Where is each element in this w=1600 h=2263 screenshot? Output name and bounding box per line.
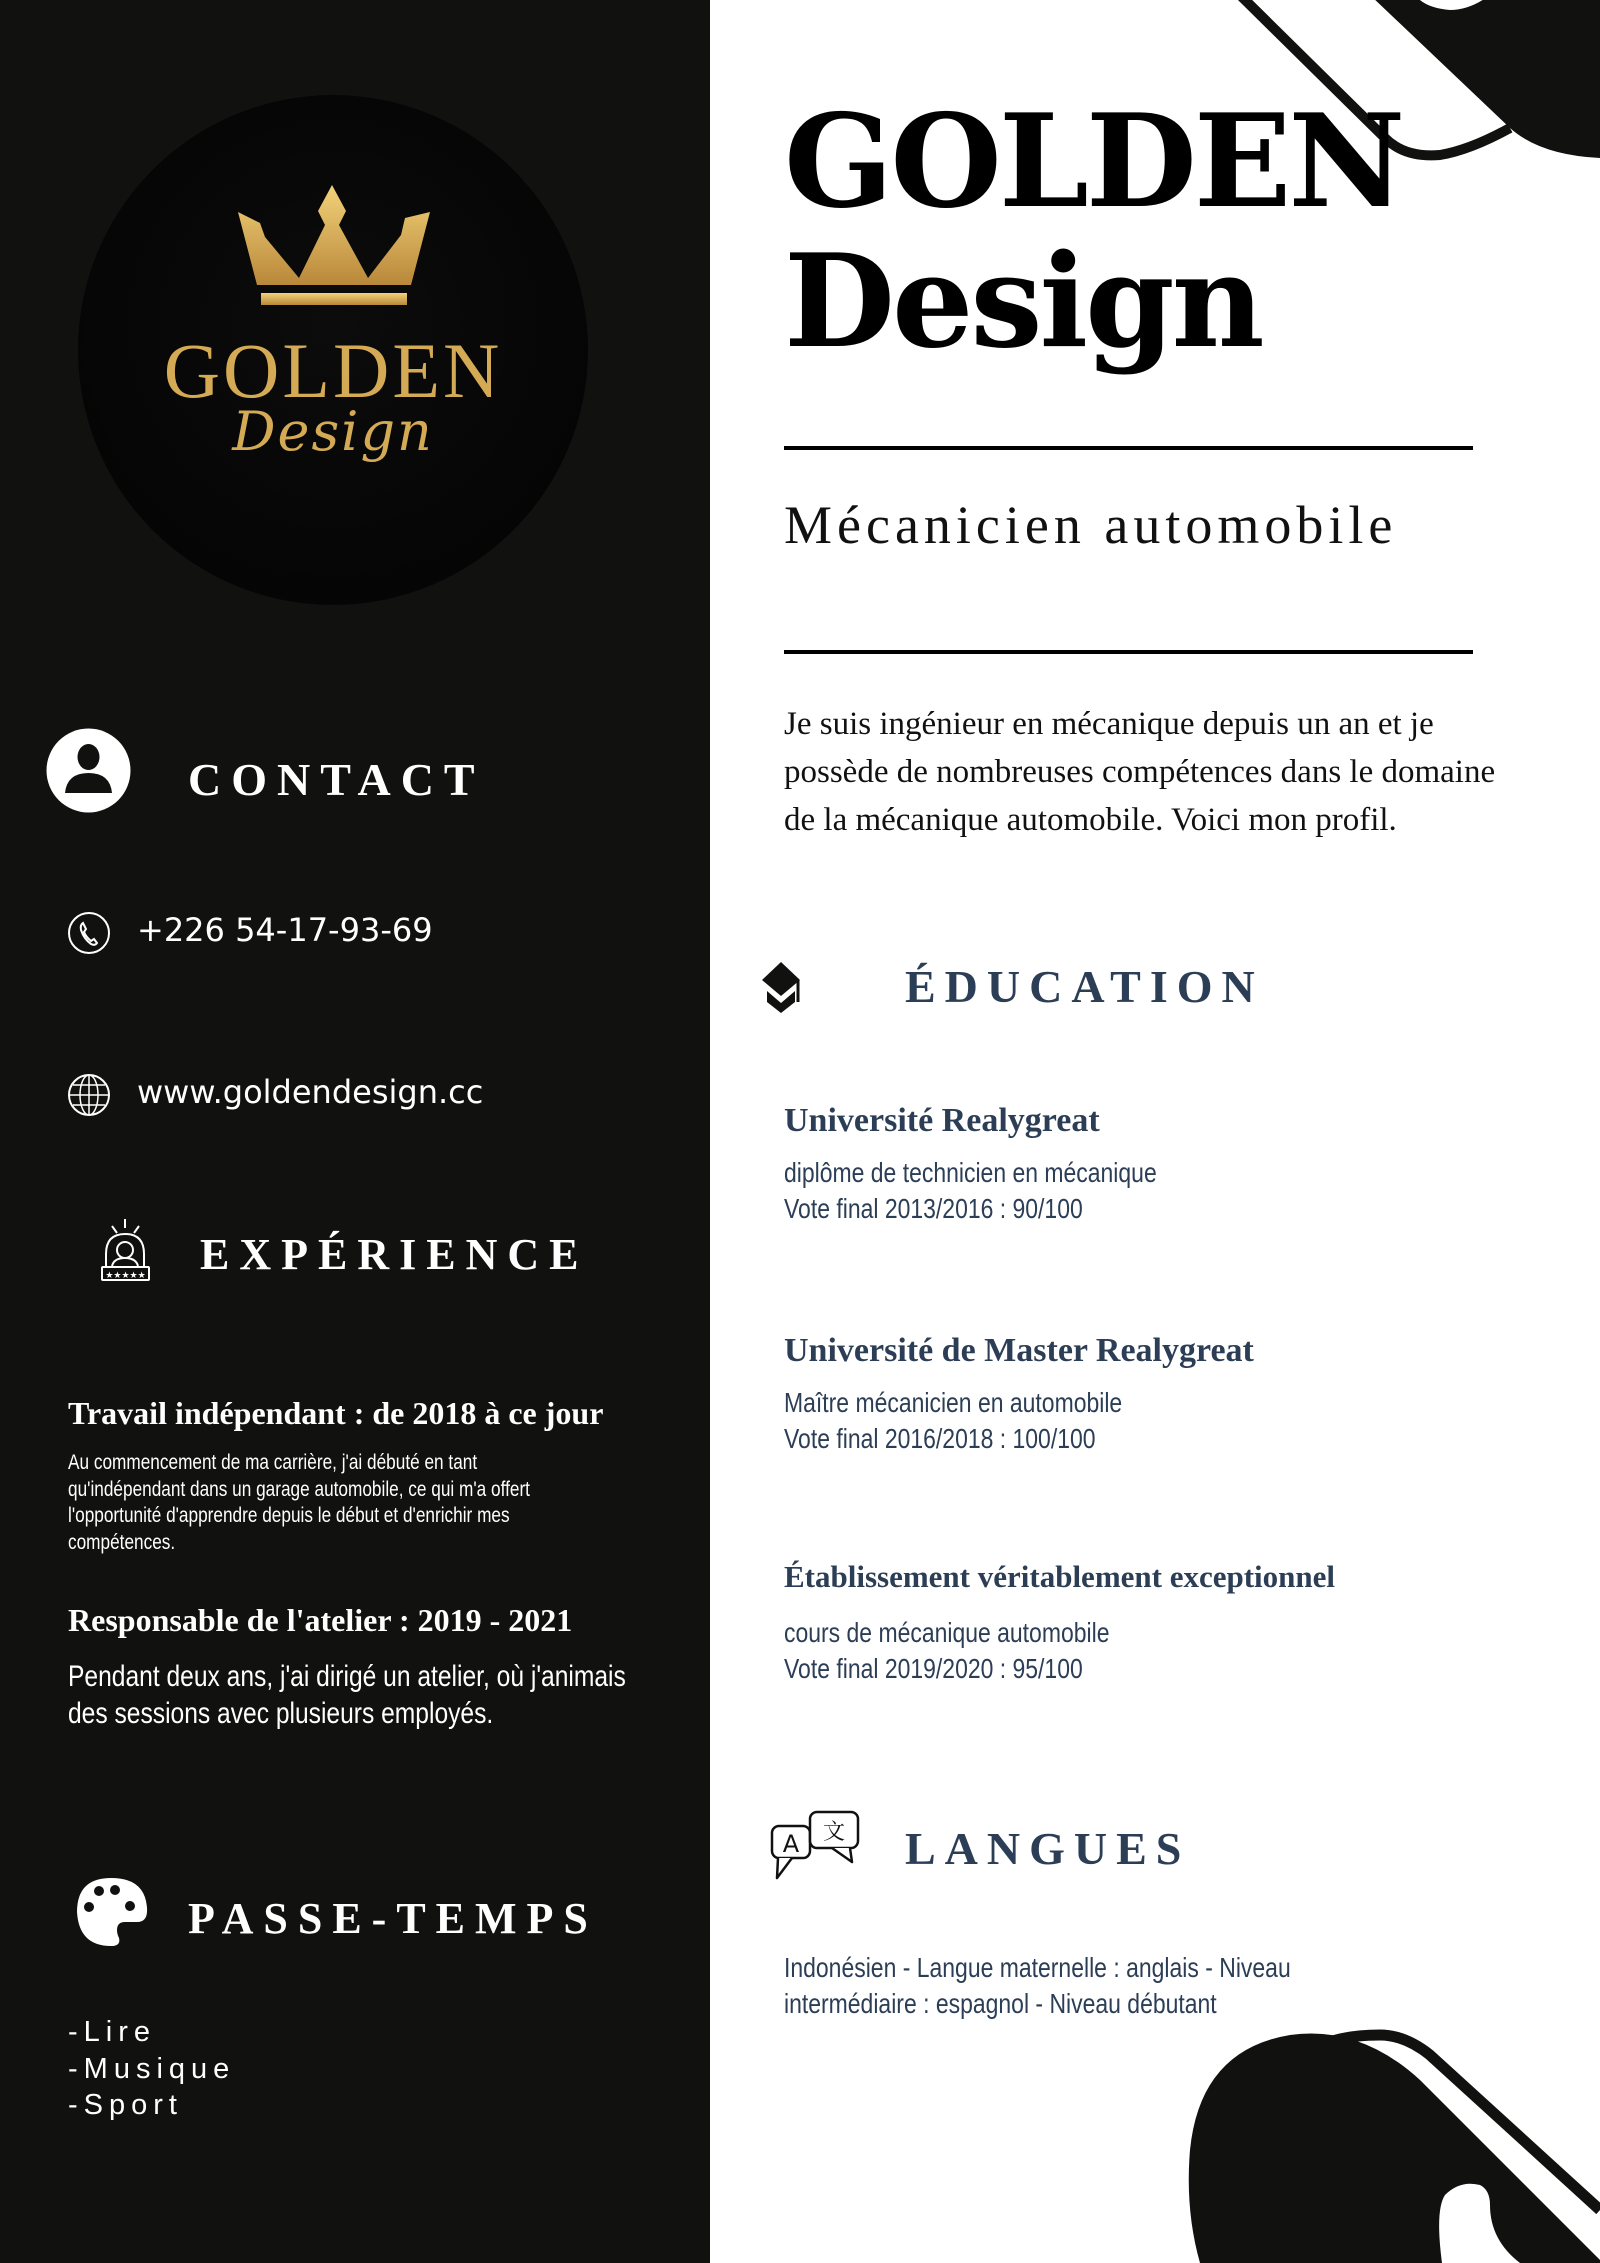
worker-rating-icon <box>100 1218 152 1283</box>
profile-line: Je suis ingénieur en mécanique depuis un an et je <box>784 706 1434 742</box>
education-school: Université Realygreat <box>784 1102 1100 1139</box>
job-subtitle: Mécanicien automobile <box>784 495 1398 555</box>
languages-line: intermédiaire : espagnol - Niveau débutant <box>784 1988 1217 2019</box>
education-school: Université de Master Realygreat <box>784 1332 1254 1369</box>
job-description-line: compétences. <box>68 1530 176 1554</box>
globe-icon <box>67 1073 111 1117</box>
phone-number[interactable]: +226 54-17-93-69 <box>137 911 433 949</box>
hobby-item: -Lire <box>68 2016 157 2048</box>
education-grade: Vote final 2019/2020 : 95/100 <box>784 1653 1083 1684</box>
job-description-line: l'opportunité d'apprendre depuis le début et d'enrichir mes <box>68 1504 510 1527</box>
languages-heading: LANGUES <box>905 1823 1191 1874</box>
education-degree: cours de mécanique automobile <box>784 1617 1110 1648</box>
divider-top <box>784 446 1473 450</box>
name-title-line1: GOLDEN <box>784 87 1403 237</box>
logo-script: Design <box>232 400 434 463</box>
education-grade: Vote final 2016/2018 : 100/100 <box>784 1423 1096 1454</box>
education-degree: diplôme de technicien en mécanique <box>784 1157 1157 1188</box>
job-description <box>68 1658 626 1732</box>
job-description <box>68 1450 530 1556</box>
svg-text:★★★★★: ★★★★★ <box>105 1271 146 1281</box>
translate-icon <box>770 1810 865 1885</box>
profile-line: de la mécanique automobile. Voici mon profil. <box>784 802 1397 838</box>
education-degree: Maître mécanicien en automobile <box>784 1387 1123 1418</box>
graduation-cap-icon <box>760 960 802 1014</box>
languages-line: Indonésien - Langue maternelle : anglais - Niveau <box>784 1952 1291 1983</box>
decorative-shape-bottom <box>1180 2010 1600 2263</box>
name-title-line2: Design <box>784 227 1262 377</box>
education-heading: ÉDUCATION <box>905 961 1264 1012</box>
hobby-item: -Sport <box>68 2089 183 2121</box>
job-description-line: Pendant deux ans, j'ai dirigé un atelier, où j'animais <box>68 1660 626 1693</box>
job-description-line: qu'indépendant dans un garage automobile, ce qui m'a offert <box>68 1477 530 1501</box>
logo-word: GOLDEN <box>163 327 503 414</box>
divider-bottom <box>784 650 1473 654</box>
palette-icon <box>75 1876 149 1948</box>
phone-icon <box>67 911 111 955</box>
user-circle-icon <box>46 728 131 813</box>
job-description-line: Au commencement de ma carrière, j'ai débuté en tant <box>68 1451 478 1474</box>
education-school: Établissement véritablement exceptionnel <box>784 1559 1336 1594</box>
education-grade: Vote final 2013/2016 : 90/100 <box>784 1193 1083 1224</box>
experience-heading: EXPÉRIENCE <box>200 1230 589 1279</box>
profile-line: possède de nombreuses compétences dans le domaine <box>784 754 1496 790</box>
profile-summary <box>784 700 1564 844</box>
contact-heading: CONTACT <box>188 754 485 805</box>
svg-text:文: 文 <box>822 1820 846 1845</box>
sidebar <box>0 0 710 2263</box>
job-title: Responsable de l'atelier : 2019 - 2021 <box>68 1602 573 1638</box>
job-description-line: des sessions avec plusieurs employés. <box>68 1697 494 1730</box>
job-title: Travail indépendant : de 2018 à ce jour <box>68 1395 604 1431</box>
hobby-item: -Musique <box>68 2053 236 2085</box>
website-link[interactable]: www.goldendesign.cc <box>137 1073 484 1111</box>
svg-text:A: A <box>782 1830 800 1858</box>
logo-wordmark <box>78 0 588 700</box>
hobbies-heading: PASSE-TEMPS <box>188 1894 598 1943</box>
